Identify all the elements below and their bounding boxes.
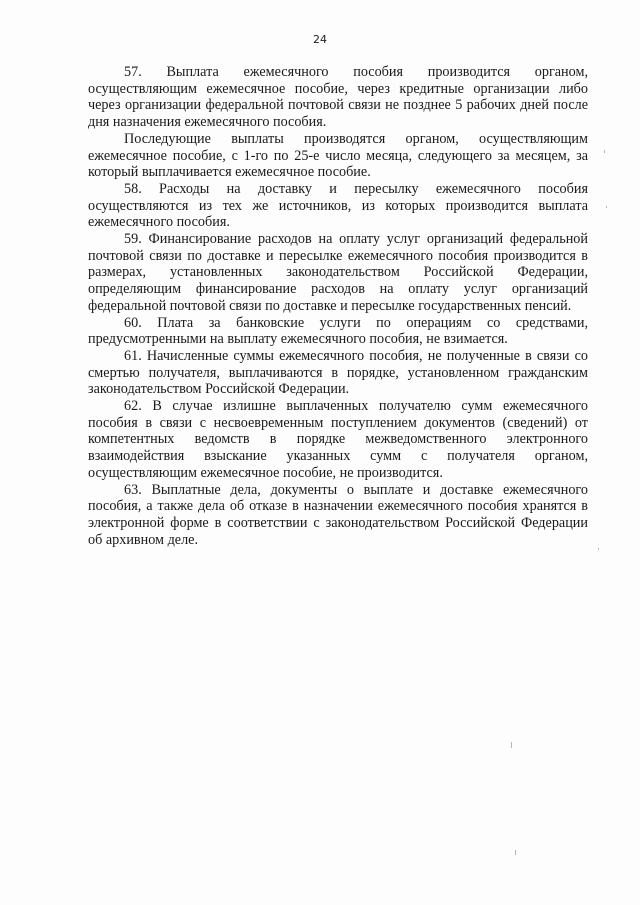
paragraph-58: 58. Расходы на доставку и пересылку ежемесячного пособия осуществляются из тех же источников, из которых производится выплата ежемесячного пособия. xyxy=(88,180,588,231)
paragraph-61: 61. Начисленные суммы ежемесячного пособия, не полученные в связи со смертью получателя, выплачиваются в порядке, установленном гражданским законодательством Российской Федерации. xyxy=(88,347,588,398)
scan-speck xyxy=(606,206,607,208)
paragraph-57: 57. Выплата ежемесячного пособия производится органом, осуществляющим ежемесячное пособие, через кредитные организации либо через организации федеральной почтовой связи не позднее 5 рабочих дней после дня назначения ежемесячного пособия. xyxy=(88,64,588,131)
scan-speck xyxy=(604,150,605,153)
paragraph-59: 59. Финансирование расходов на оплату услуг организаций федеральной почтовой связи по доставке и пересылке ежемесячного пособия производится в размерах, установленных законодательством Российской Федерации, определяющим финансирование расходов на оплату услуг организаций федеральной почтовой связи по доставке и пересылке государственных пенсий. xyxy=(88,231,588,314)
page-number: 24 xyxy=(313,33,327,46)
scan-speck xyxy=(511,742,512,748)
scan-speck xyxy=(598,548,599,550)
paragraph-60: 60. Плата за банковские услуги по операциям со средствами, предусмотренными на выплату ежемесячного пособия, не взимается. xyxy=(88,314,588,348)
paragraph-63: 63. Выплатные дела, документы о выплате и доставке ежемесячного пособия, а также дела об отказе в назначении ежемесячного пособия хранятся в электронной форме в соответствии с законодательством Российской Федерации об архивном деле. xyxy=(88,481,588,548)
scan-speck xyxy=(515,850,516,855)
paragraph-62: 62. В случае излишне выплаченных получателю сумм ежемесячного пособия в связи с несвоевременным поступлением документов (сведений) от компетентных ведомств в порядке межведомственного электронного взаимодействия взыскание указанных сумм с получателя органом, осуществляющим ежемесячное пособие, не производится. xyxy=(88,398,588,481)
paragraph-57-continued: Последующие выплаты производятся органом, осуществляющим ежемесячное пособие, с 1-го по 25-е число месяца, следующего за месяцем, за который выплачивается ежемесячное пособие. xyxy=(88,130,588,181)
document-body xyxy=(88,64,588,548)
